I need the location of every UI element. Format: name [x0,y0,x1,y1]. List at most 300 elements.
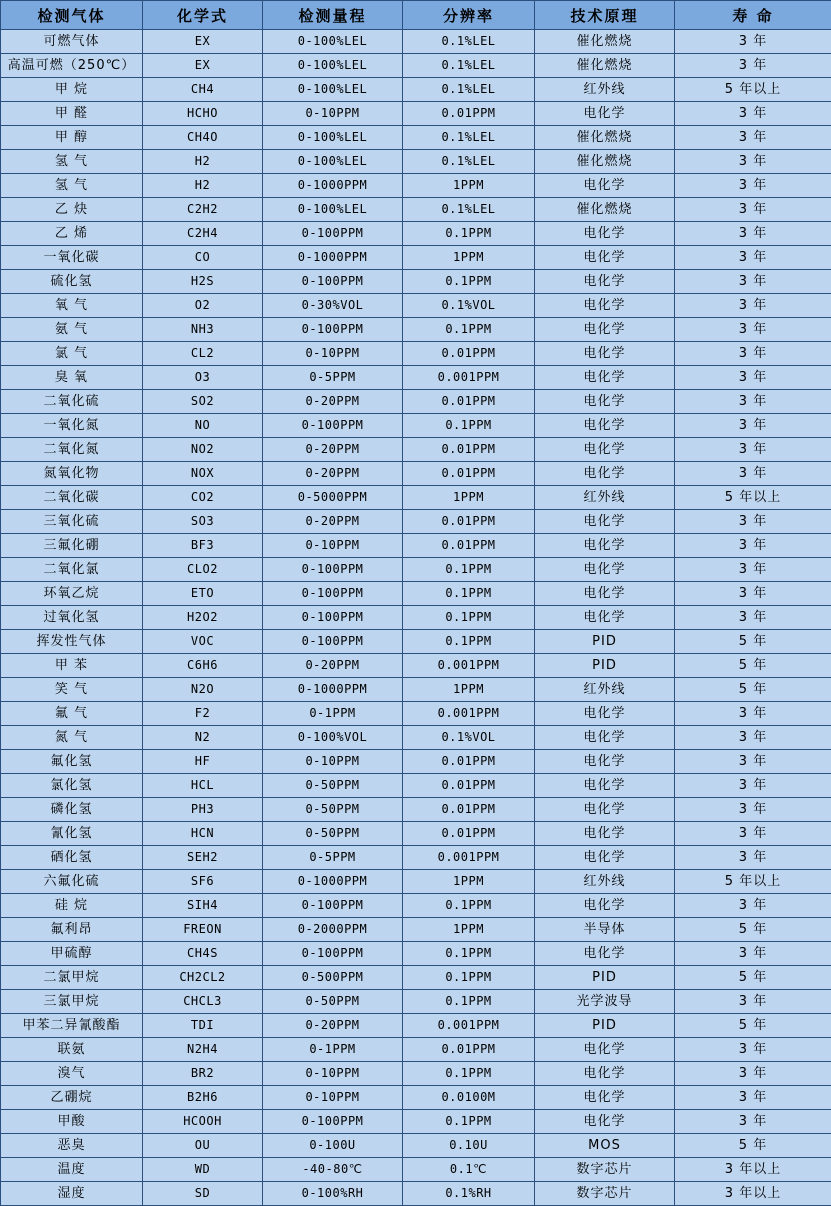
table-cell: 0-30%VOL [263,294,403,318]
table-cell: 电化学 [535,1062,675,1086]
table-cell: 电化学 [535,438,675,462]
table-cell: 5 年以上 [675,78,831,102]
table-cell: 甲 醛 [1,102,143,126]
table-cell: 0-1000PPM [263,678,403,702]
table-row [1,1014,831,1038]
table-cell: 0.1PPM [403,1110,535,1134]
table-cell: 3 年 [675,342,831,366]
table-cell: 3 年 [675,198,831,222]
table-row [1,774,831,798]
table-cell: OU [143,1134,263,1158]
table-cell: 3 年 [675,30,831,54]
table-cell: SF6 [143,870,263,894]
table-cell: NH3 [143,318,263,342]
table-cell: 笑 气 [1,678,143,702]
table-cell: O3 [143,366,263,390]
table-cell: 0.01PPM [403,750,535,774]
table-row [1,534,831,558]
table-cell: 3 年 [675,318,831,342]
table-row [1,1158,831,1182]
table-cell: 0.1PPM [403,270,535,294]
table-cell: 0-1000PPM [263,870,403,894]
table-cell: 0-100PPM [263,606,403,630]
table-cell: 0-5000PPM [263,486,403,510]
table-cell: 0.1PPM [403,606,535,630]
table-cell: 乙 烯 [1,222,143,246]
table-cell: 高温可燃（250℃） [1,54,143,78]
table-cell: 0-1000PPM [263,246,403,270]
table-cell: -40-80℃ [263,1158,403,1182]
table-cell: 电化学 [535,102,675,126]
table-cell: HF [143,750,263,774]
table-cell: 乙 炔 [1,198,143,222]
table-cell: 电化学 [535,222,675,246]
table-row [1,606,831,630]
table-cell: 3 年 [675,1110,831,1134]
table-row [1,438,831,462]
table-cell: 0.01PPM [403,462,535,486]
table-cell: 半导体 [535,918,675,942]
table-row [1,174,831,198]
table-row [1,798,831,822]
table-cell: 电化学 [535,894,675,918]
table-cell: 电化学 [535,822,675,846]
table-cell: 氧 气 [1,294,143,318]
table-row [1,1110,831,1134]
table-cell: 氯 气 [1,342,143,366]
table-cell: 电化学 [535,246,675,270]
table-cell: 0.1PPM [403,630,535,654]
table-cell: 5 年 [675,1134,831,1158]
table-cell: 3 年 [675,150,831,174]
table-cell: 0.1PPM [403,894,535,918]
table-cell: 0.1PPM [403,1062,535,1086]
table-cell: 0.1%RH [403,1182,535,1206]
table-cell: 0.1PPM [403,966,535,990]
table-cell: 催化燃烧 [535,198,675,222]
table-cell: 1PPM [403,678,535,702]
table-row [1,78,831,102]
table-cell: 恶臭 [1,1134,143,1158]
table-cell: 0.01PPM [403,798,535,822]
table-cell: 电化学 [535,846,675,870]
table-cell: WD [143,1158,263,1182]
table-cell: 3 年 [675,246,831,270]
table-cell: 过氧化氢 [1,606,143,630]
table-cell: 0-5PPM [263,366,403,390]
table-cell: 氢 气 [1,174,143,198]
table-row [1,246,831,270]
table-cell: 磷化氢 [1,798,143,822]
table-cell: 0-100PPM [263,558,403,582]
table-row [1,726,831,750]
table-cell: 催化燃烧 [535,150,675,174]
table-cell: 电化学 [535,1110,675,1134]
table-cell: 5 年 [675,678,831,702]
table-cell: 0-100%LEL [263,54,403,78]
table-row [1,1182,831,1206]
table-cell: 电化学 [535,174,675,198]
table-cell: 红外线 [535,678,675,702]
table-cell: 0-100%LEL [263,126,403,150]
table-cell: HCHO [143,102,263,126]
table-cell: 0.01PPM [403,1038,535,1062]
table-cell: 3 年 [675,534,831,558]
table-cell: 红外线 [535,486,675,510]
table-cell: 0-50PPM [263,990,403,1014]
table-cell: 数字芯片 [535,1158,675,1182]
table-row [1,222,831,246]
table-cell: 0.01PPM [403,774,535,798]
table-row [1,750,831,774]
table-cell: 0-100PPM [263,222,403,246]
table-cell: 氯化氢 [1,774,143,798]
table-cell: CL2 [143,342,263,366]
table-cell: 3 年 [675,270,831,294]
table-cell: 3 年 [675,894,831,918]
table-cell: 二氧化氯 [1,558,143,582]
table-cell: 二氧化碳 [1,486,143,510]
table-row [1,1038,831,1062]
table-cell: MOS [535,1134,675,1158]
table-row [1,846,831,870]
table-cell: 3 年 [675,366,831,390]
table-cell: CHCL3 [143,990,263,1014]
table-cell: 0-20PPM [263,390,403,414]
table-cell: 0-100%RH [263,1182,403,1206]
table-cell: 三氯甲烷 [1,990,143,1014]
table-cell: 电化学 [535,318,675,342]
table-cell: 溴气 [1,1062,143,1086]
table-cell: 乙硼烷 [1,1086,143,1110]
table-cell: VOC [143,630,263,654]
table-cell: CO2 [143,486,263,510]
table-cell: 0.1%LEL [403,126,535,150]
table-cell: BF3 [143,534,263,558]
table-cell: 0-20PPM [263,438,403,462]
table-row [1,414,831,438]
table-cell: 0.01PPM [403,534,535,558]
table-cell: 电化学 [535,342,675,366]
table-row [1,966,831,990]
table-cell: 湿度 [1,1182,143,1206]
table-cell: 电化学 [535,414,675,438]
table-cell: 0-50PPM [263,798,403,822]
table-cell: N2 [143,726,263,750]
table-cell: C2H4 [143,222,263,246]
table-cell: F2 [143,702,263,726]
table-cell: 电化学 [535,390,675,414]
table-header [1,1,831,30]
table-cell: 催化燃烧 [535,54,675,78]
table-cell: 5 年 [675,966,831,990]
table-cell: 二氯甲烷 [1,966,143,990]
table-cell: 0-10PPM [263,1062,403,1086]
table-cell: 3 年以上 [675,1158,831,1182]
table-cell: 3 年 [675,222,831,246]
table-cell: 催化燃烧 [535,30,675,54]
table-row [1,366,831,390]
table-cell: B2H6 [143,1086,263,1110]
table-header-row [1,1,831,30]
table-cell: 电化学 [535,462,675,486]
table-cell: 0-500PPM [263,966,403,990]
table-cell: 3 年 [675,990,831,1014]
table-cell: 电化学 [535,558,675,582]
table-cell: 3 年 [675,702,831,726]
table-cell: 甲 醇 [1,126,143,150]
column-header-formula: 化学式 [143,1,263,30]
table-cell: 0.01PPM [403,390,535,414]
table-row [1,342,831,366]
table-cell: 电化学 [535,582,675,606]
table-cell: SIH4 [143,894,263,918]
table-row [1,990,831,1014]
table-cell: 0.1PPM [403,318,535,342]
table-cell: 数字芯片 [535,1182,675,1206]
table-cell: 0.1℃ [403,1158,535,1182]
table-row [1,390,831,414]
table-cell: 氰化氢 [1,822,143,846]
table-cell: 0-2000PPM [263,918,403,942]
table-cell: 0-100PPM [263,630,403,654]
table-cell: 二氧化氮 [1,438,143,462]
table-cell: 5 年 [675,1014,831,1038]
table-cell: 0.1PPM [403,222,535,246]
table-cell: 0-100PPM [263,1110,403,1134]
table-row [1,30,831,54]
table-cell: 电化学 [535,750,675,774]
table-cell: 可燃气体 [1,30,143,54]
table-cell: C2H2 [143,198,263,222]
column-header-range: 检测量程 [263,1,403,30]
table-cell: CH4 [143,78,263,102]
table-cell: 3 年 [675,294,831,318]
table-cell: 3 年 [675,438,831,462]
table-cell: 0.1PPM [403,582,535,606]
table-cell: 0.1%LEL [403,198,535,222]
table-cell: 一氧化碳 [1,246,143,270]
table-cell: 5 年 [675,630,831,654]
table-cell: H2S [143,270,263,294]
table-cell: 一氧化氮 [1,414,143,438]
table-cell: 3 年 [675,942,831,966]
table-cell: 0.001PPM [403,702,535,726]
table-cell: 电化学 [535,510,675,534]
table-cell: 3 年 [675,414,831,438]
table-cell: 0.1%LEL [403,30,535,54]
table-cell: 0-1PPM [263,1038,403,1062]
table-row [1,918,831,942]
table-cell: 氮氧化物 [1,462,143,486]
table-cell: 电化学 [535,702,675,726]
table-cell: 环氧乙烷 [1,582,143,606]
table-cell: N2O [143,678,263,702]
table-cell: 3 年 [675,846,831,870]
table-cell: 3 年 [675,750,831,774]
table-cell: 电化学 [535,774,675,798]
table-cell: 甲 烷 [1,78,143,102]
table-cell: 硅 烷 [1,894,143,918]
table-row [1,870,831,894]
table-cell: HCOOH [143,1110,263,1134]
table-cell: HCN [143,822,263,846]
table-cell: 5 年以上 [675,486,831,510]
table-cell: 0-100PPM [263,894,403,918]
table-cell: 0.001PPM [403,654,535,678]
table-cell: HCL [143,774,263,798]
table-body [1,30,831,1206]
table-cell: 氢 气 [1,150,143,174]
table-row [1,510,831,534]
table-row [1,486,831,510]
table-row [1,1062,831,1086]
table-cell: 0.1PPM [403,990,535,1014]
table-cell: 5 年以上 [675,870,831,894]
table-cell: 0-100%LEL [263,78,403,102]
table-cell: 3 年 [675,462,831,486]
table-cell: PID [535,654,675,678]
table-cell: 温度 [1,1158,143,1182]
table-cell: 0.1PPM [403,558,535,582]
table-cell: 0.1%LEL [403,150,535,174]
table-cell: 3 年 [675,1038,831,1062]
table-cell: 电化学 [535,294,675,318]
table-cell: SEH2 [143,846,263,870]
table-cell: CLO2 [143,558,263,582]
table-cell: 1PPM [403,486,535,510]
table-cell: 1PPM [403,174,535,198]
table-cell: 甲硫醇 [1,942,143,966]
table-cell: CO [143,246,263,270]
table-cell: 3 年 [675,1086,831,1110]
table-cell: ETO [143,582,263,606]
table-cell: 红外线 [535,870,675,894]
table-cell: 臭 氧 [1,366,143,390]
table-cell: 甲酸 [1,1110,143,1134]
table-row [1,894,831,918]
table-cell: CH4O [143,126,263,150]
table-cell: 0.1PPM [403,414,535,438]
table-cell: 0-10PPM [263,102,403,126]
table-cell: 0.01PPM [403,510,535,534]
table-cell: 氟利昂 [1,918,143,942]
table-row [1,54,831,78]
table-cell: FREON [143,918,263,942]
table-row [1,1134,831,1158]
column-header-principle: 技术原理 [535,1,675,30]
table-cell: 联氨 [1,1038,143,1062]
table-cell: 0.1%VOL [403,726,535,750]
table-cell: 3 年 [675,390,831,414]
table-cell: CH4S [143,942,263,966]
table-cell: 甲 苯 [1,654,143,678]
table-cell: 0-100PPM [263,582,403,606]
table-cell: 1PPM [403,870,535,894]
table-cell: 0.1%LEL [403,54,535,78]
table-cell: SO2 [143,390,263,414]
table-row [1,318,831,342]
table-cell: 0.001PPM [403,846,535,870]
table-cell: 0-100%VOL [263,726,403,750]
table-cell: CH2CL2 [143,966,263,990]
table-cell: 氮 气 [1,726,143,750]
table-cell: 1PPM [403,246,535,270]
table-cell: 0-100%LEL [263,150,403,174]
table-cell: 电化学 [535,726,675,750]
table-cell: 0.0100M [403,1086,535,1110]
table-cell: 1PPM [403,918,535,942]
table-row [1,462,831,486]
table-cell: 挥发性气体 [1,630,143,654]
table-cell: 氨 气 [1,318,143,342]
table-cell: 0-100PPM [263,942,403,966]
table-cell: 0.10U [403,1134,535,1158]
table-cell: BR2 [143,1062,263,1086]
table-cell: 电化学 [535,366,675,390]
table-cell: SD [143,1182,263,1206]
table-cell: 红外线 [535,78,675,102]
table-row [1,198,831,222]
table-cell: 0-100%LEL [263,198,403,222]
table-cell: TDI [143,1014,263,1038]
table-cell: 氟化氢 [1,750,143,774]
table-cell: 0.001PPM [403,366,535,390]
table-cell: 电化学 [535,942,675,966]
table-cell: 氟 气 [1,702,143,726]
table-cell: N2H4 [143,1038,263,1062]
table-cell: NO2 [143,438,263,462]
table-cell: 0-50PPM [263,822,403,846]
table-cell: 3 年 [675,582,831,606]
table-cell: PID [535,630,675,654]
table-cell: 0-20PPM [263,1014,403,1038]
table-cell: C6H6 [143,654,263,678]
table-row [1,558,831,582]
table-cell: SO3 [143,510,263,534]
table-cell: NO [143,414,263,438]
table-cell: 催化燃烧 [535,126,675,150]
table-cell: 0-10PPM [263,534,403,558]
column-header-lifetime: 寿 命 [675,1,831,30]
table-cell: H2 [143,150,263,174]
table-cell: 0-1PPM [263,702,403,726]
table-cell: H2O2 [143,606,263,630]
table-cell: 3 年 [675,54,831,78]
table-cell: 电化学 [535,534,675,558]
table-row [1,702,831,726]
table-cell: 0-20PPM [263,510,403,534]
table-row [1,1086,831,1110]
table-cell: 3 年 [675,510,831,534]
table-cell: 0-20PPM [263,654,403,678]
table-cell: PID [535,966,675,990]
table-cell: 0-100%LEL [263,30,403,54]
table-row [1,102,831,126]
table-row [1,654,831,678]
table-cell: 0.01PPM [403,102,535,126]
table-cell: 0.001PPM [403,1014,535,1038]
table-cell: 三氟化硼 [1,534,143,558]
table-cell: 3 年 [675,102,831,126]
table-cell: PH3 [143,798,263,822]
table-cell: 0.1%VOL [403,294,535,318]
table-cell: 0-100U [263,1134,403,1158]
table-cell: 0-1000PPM [263,174,403,198]
table-cell: 0-10PPM [263,750,403,774]
table-cell: 3 年以上 [675,1182,831,1206]
column-header-resolution: 分辨率 [403,1,535,30]
